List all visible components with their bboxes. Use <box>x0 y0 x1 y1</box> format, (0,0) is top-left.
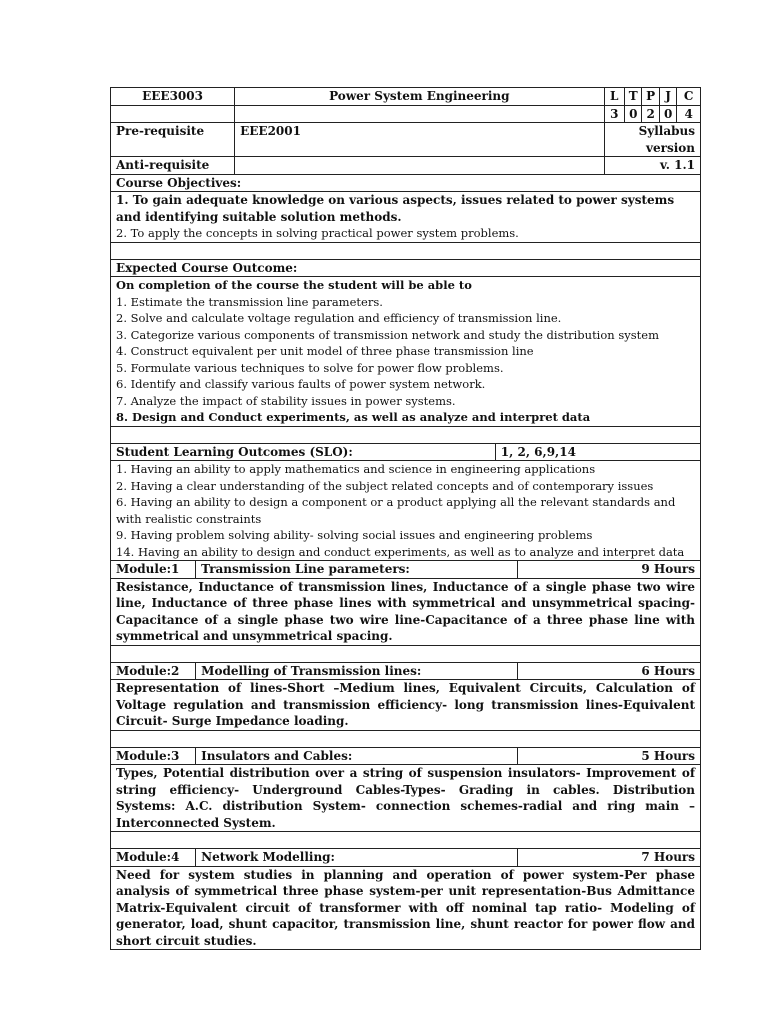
module-label: Module:4 <box>111 849 196 867</box>
slo-item: 6. Having an ability to design a component or a product applying all the relevant standards and with realistic constraints <box>116 495 676 526</box>
module-content: Representation of lines-Short –Medium lines, Equivalent Circuits, Calculation of Voltage regulation and transmission efficiency- long transmission lines-Equivalent Circuit- Surge Impedance loading. <box>111 680 701 731</box>
antirequisite-value <box>235 157 604 175</box>
antirequisite-label: Anti-requisite <box>111 157 235 175</box>
empty-cell <box>235 105 604 123</box>
spacer-cell <box>111 242 701 259</box>
spacer-cell <box>111 426 701 443</box>
module-content: Need for system studies in planning and operation of power system-Per phase analysis of symmetrical three phase system-per unit representation-Bus Admittance Matrix-Equivalent circuit of transformer with off nominal tap ratio- Modeling of generator, load, shunt capacitor, transmission line, shunt reactor for power flow and short circuit studies. <box>111 866 701 950</box>
outcome-item: 5. Formulate various techniques to solve for power flow problems. <box>116 360 504 375</box>
slo-item: 14. Having an ability to design and conduct experiments, as well as to analyze and interpret data <box>116 544 685 559</box>
module-content-row <box>111 765 701 832</box>
outcome-item: 2. Solve and calculate voltage regulation and efficiency of transmission line. <box>116 311 562 325</box>
module-title: Network Modelling: <box>196 849 518 867</box>
module-header-row <box>111 662 701 680</box>
ltpjc-label: C <box>677 88 701 106</box>
spacer-row <box>111 730 701 747</box>
module-title: Modelling of Transmission lines: <box>196 662 518 680</box>
outcome-item: 4. Construct equivalent per unit model of three phase transmission line <box>116 344 534 358</box>
spacer-row <box>111 645 701 662</box>
spacer-cell <box>111 645 701 662</box>
module-content: Types, Potential distribution over a string of suspension insulators- Improvement of string efficiency- Underground Cables-Types- Grading in cables. Distribution Systems: A.C. distribution System- connection schemes-radial and ring main –Interconnected System. <box>111 765 701 832</box>
objectives-list <box>111 192 701 243</box>
module-hours: 9 Hours <box>518 561 701 579</box>
module-label: Module:2 <box>111 662 196 680</box>
course-header-row <box>111 88 701 106</box>
slo-list <box>111 461 701 561</box>
module-label: Module:3 <box>111 747 196 765</box>
syllabus-version-label: Syllabus version <box>604 123 700 157</box>
module-label: Module:1 <box>111 561 196 579</box>
ltpjc-value: 3 <box>604 105 625 123</box>
ltpjc-label: J <box>659 88 676 106</box>
spacer-row <box>111 832 701 849</box>
module-title: Insulators and Cables: <box>196 747 518 765</box>
ltpjc-label: P <box>642 88 659 106</box>
module-hours: 6 Hours <box>518 662 701 680</box>
spacer-cell <box>111 832 701 849</box>
module-title: Transmission Line parameters: <box>196 561 518 579</box>
ltpjc-label: L <box>604 88 625 106</box>
outcomes-title-row <box>111 259 701 277</box>
prerequisite-label: Pre-requisite <box>111 123 235 157</box>
module-hours: 5 Hours <box>518 747 701 765</box>
module-content-row <box>111 866 701 950</box>
objective-item: 1. To gain adequate knowledge on various aspects, issues related to power systems and identifying suitable solution methods. <box>116 193 675 224</box>
module-header-row <box>111 561 701 579</box>
objectives-title: Course Objectives: <box>111 174 701 192</box>
outcome-item: 1. Estimate the transmission line parameters. <box>116 294 383 309</box>
slo-row <box>111 461 701 561</box>
outcome-item: 8. Design and Conduct experiments, as well as analyze and interpret data <box>116 410 591 424</box>
slo-item: 2. Having a clear understanding of the subject related concepts and of contemporary issues <box>116 478 654 493</box>
syllabus-table <box>110 87 701 950</box>
spacer-cell <box>111 730 701 747</box>
ltpjc-value: 2 <box>642 105 659 123</box>
outcome-item: 6. Identify and classify various faults of power system network. <box>116 377 486 391</box>
outcomes-row <box>111 277 701 427</box>
module-content: Resistance, Inductance of transmission lines, Inductance of a single phase two wire line, Inductance of three phase lines with symmetrical and unsymmetrical spacing-Capacitance of a single phase two wire line-Capacitance of a three phase line with symmetrical and unsymmetrical spacing. <box>111 578 701 645</box>
ltpjc-value: 4 <box>677 105 701 123</box>
course-code: EEE3003 <box>111 88 235 106</box>
prerequisite-row <box>111 123 701 157</box>
outcome-item: 7. Analyze the impact of stability issues in power systems. <box>116 393 456 408</box>
prerequisite-value: EEE2001 <box>235 123 604 157</box>
objective-item: 2. To apply the concepts in solving practical power system problems. <box>116 226 519 240</box>
spacer-row <box>111 426 701 443</box>
module-content-row <box>111 680 701 731</box>
slo-item: 9. Having problem solving ability- solving social issues and engineering problems <box>116 528 593 542</box>
module-header-row <box>111 747 701 765</box>
module-hours: 7 Hours <box>518 849 701 867</box>
antirequisite-row <box>111 157 701 175</box>
slo-value: 1, 2, 6,9,14 <box>495 443 700 461</box>
objectives-row <box>111 192 701 243</box>
outcomes-title: Expected Course Outcome: <box>111 259 701 277</box>
slo-header-row <box>111 443 701 461</box>
slo-item: 1. Having an ability to apply mathematics and science in engineering applications <box>116 462 596 476</box>
outcomes-intro: On completion of the course the student will be able to <box>116 278 472 292</box>
module-header-row <box>111 849 701 867</box>
ltpjc-values-row <box>111 105 701 123</box>
outcomes-list <box>111 277 701 427</box>
ltpjc-value: 0 <box>659 105 676 123</box>
empty-cell <box>111 105 235 123</box>
course-title: Power System Engineering <box>235 88 604 106</box>
slo-label: Student Learning Outcomes (SLO): <box>111 443 496 461</box>
ltpjc-label: T <box>625 88 642 106</box>
syllabus-version: v. 1.1 <box>604 157 700 175</box>
outcome-item: 3. Categorize various components of transmission network and study the distribution system <box>116 327 659 342</box>
objectives-title-row <box>111 174 701 192</box>
module-content-row <box>111 578 701 645</box>
spacer-row <box>111 242 701 259</box>
ltpjc-value: 0 <box>625 105 642 123</box>
